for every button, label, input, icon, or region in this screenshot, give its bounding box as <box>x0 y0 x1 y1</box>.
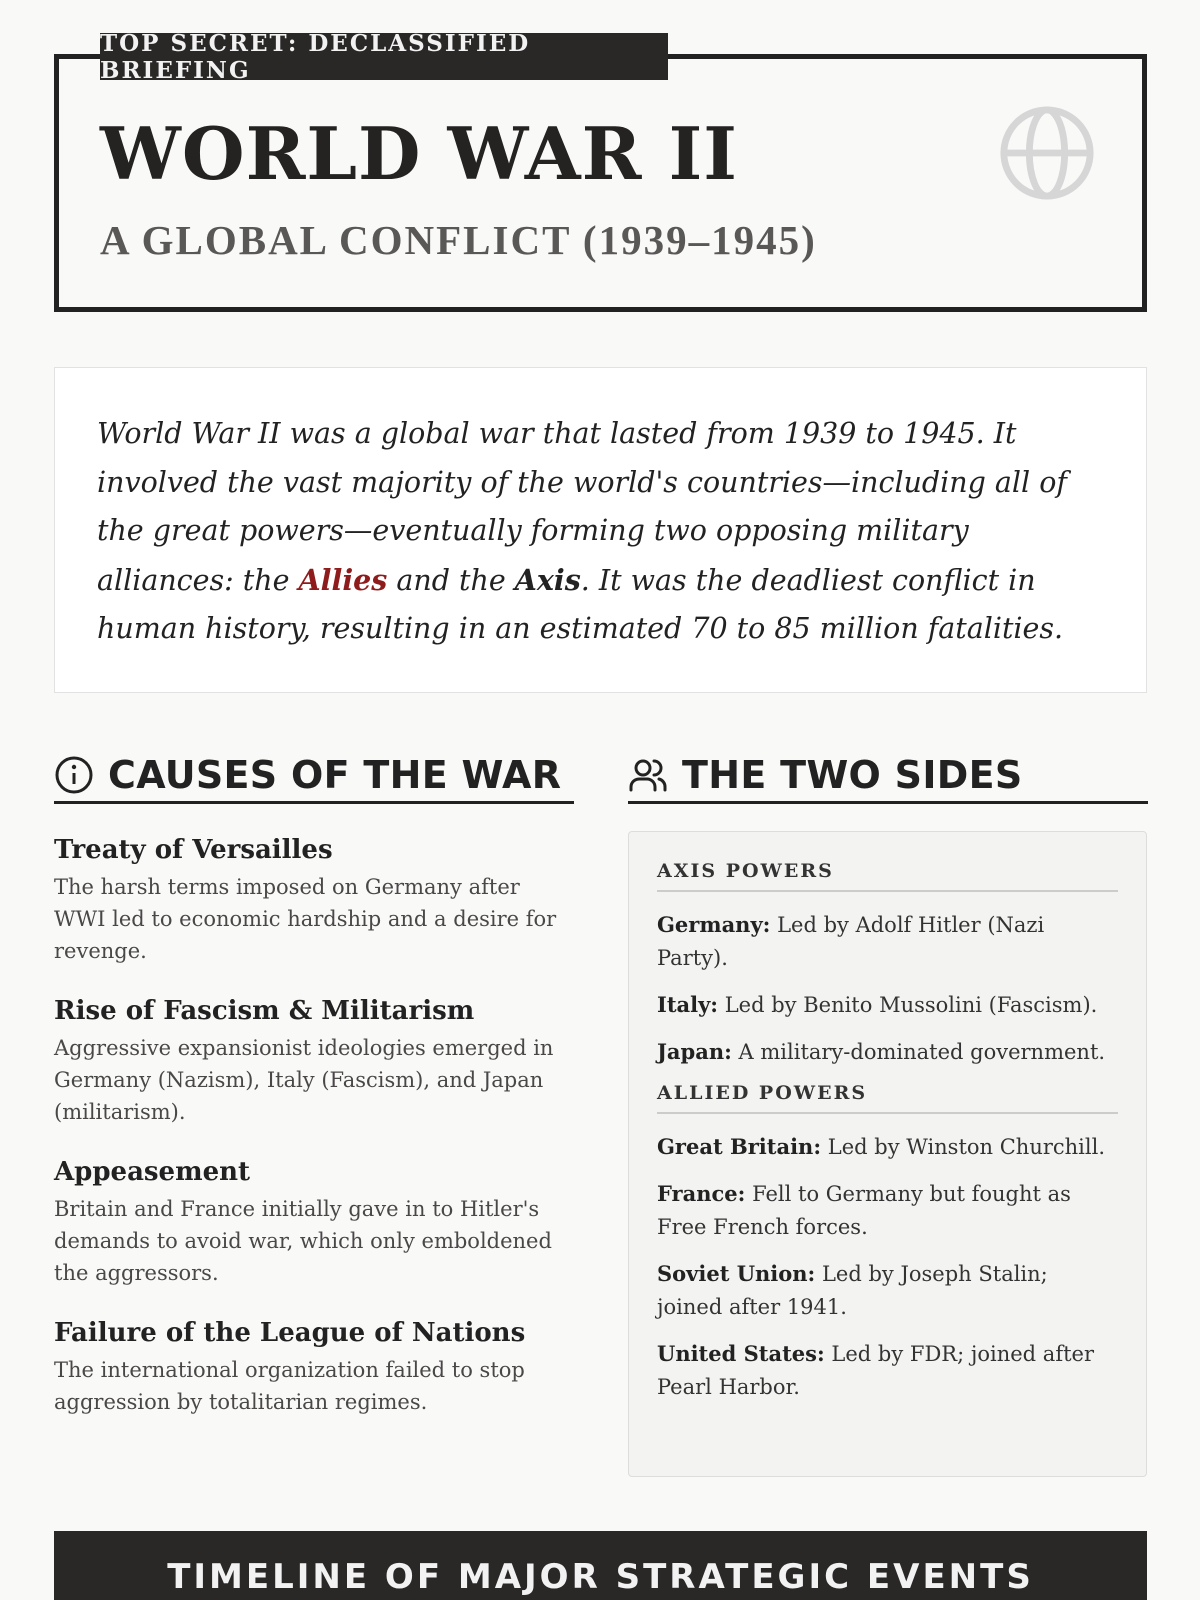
member-text: A military-dominated government. <box>731 1040 1106 1064</box>
member-name: Italy: <box>657 992 719 1017</box>
timeline-heading-text: TIMELINE OF MAJOR STRATEGIC EVENTS <box>167 1557 1034 1597</box>
axis-member <box>657 908 1118 975</box>
member-text: Led by Adolf Hitler (Nazi Party). <box>657 913 1045 970</box>
info-icon <box>54 755 94 795</box>
intro-text-2: and the <box>387 563 515 597</box>
sides-heading-text: THE TWO SIDES <box>682 752 1023 797</box>
cause-title: Appeasement <box>54 1157 251 1187</box>
member-text: Led by Benito Mussolini (Fascism). <box>718 993 1098 1017</box>
causes-list <box>54 833 574 1445</box>
sides-panel <box>628 831 1147 1477</box>
member-name: Germany: <box>657 912 771 937</box>
cause-description: Aggressive expansionist ideologies emerged in Germany (Nazism), Italy (Fascism), and Japan (militarism). <box>54 1036 554 1124</box>
member-name: France: <box>657 1181 746 1206</box>
page-title: WORLD WAR II <box>100 111 738 196</box>
classification-tag: TOP SECRET: DECLASSIFIED BRIEFING <box>100 33 668 80</box>
intro-text-3: . It was the deadliest conflict in human history, resulting in an estimated 70 to 85 million fatalities. <box>97 563 1064 645</box>
cause-title: Rise of Fascism & Militarism <box>54 996 475 1026</box>
member-name: United States: <box>657 1341 825 1366</box>
axis-member <box>657 988 1118 1022</box>
axis-term: Axis <box>514 562 581 597</box>
member-text: Led by Winston Churchill. <box>821 1135 1106 1159</box>
allied-powers-heading: ALLIED POWERS <box>657 1082 1118 1114</box>
allied-member <box>657 1337 1118 1404</box>
cause-description: The international organization failed to stop aggression by totalitarian regimes. <box>54 1358 525 1414</box>
sides-heading <box>628 748 1148 804</box>
member-name: Japan: <box>657 1039 732 1064</box>
cause-item <box>54 1155 574 1289</box>
page-subtitle: A GLOBAL CONFLICT (1939–1945) <box>100 217 817 263</box>
intro-text-1: World War II was a global war that lasted from 1939 to 1945. It involved the vast majority of the world's countries—including all of the great powers—eventually forming two opposing military alliances: the <box>97 417 1067 597</box>
users-icon <box>628 755 668 795</box>
member-name: Soviet Union: <box>657 1261 816 1286</box>
cause-item <box>54 833 574 967</box>
intro-paragraph <box>54 367 1147 693</box>
member-text: Led by FDR; joined after Pearl Harbor. <box>657 1342 1094 1399</box>
causes-heading <box>54 748 574 804</box>
cause-item <box>54 1316 574 1418</box>
timeline-heading <box>54 1531 1147 1600</box>
cause-item <box>54 994 574 1128</box>
axis-powers-heading: AXIS POWERS <box>657 860 1118 892</box>
member-name: Great Britain: <box>657 1134 822 1159</box>
allied-member <box>657 1177 1118 1244</box>
cause-description: The harsh terms imposed on Germany after WWI led to economic hardship and a desire for revenge. <box>54 875 557 963</box>
member-text: Led by Joseph Stalin; joined after 1941. <box>657 1262 1048 1319</box>
allies-term: Allies <box>298 562 388 597</box>
cause-description: Britain and France initially gave in to Hitler's demands to avoid war, which only emboldened the aggressors. <box>54 1197 552 1285</box>
allied-member <box>657 1257 1118 1324</box>
causes-heading-text: CAUSES OF THE WAR <box>108 752 562 797</box>
cause-title: Failure of the League of Nations <box>54 1318 526 1348</box>
member-text: Fell to Germany but fought as Free French forces. <box>657 1182 1071 1239</box>
globe-icon <box>998 104 1096 202</box>
cause-title: Treaty of Versailles <box>54 835 333 865</box>
axis-member <box>657 1035 1118 1069</box>
allied-member <box>657 1130 1118 1164</box>
